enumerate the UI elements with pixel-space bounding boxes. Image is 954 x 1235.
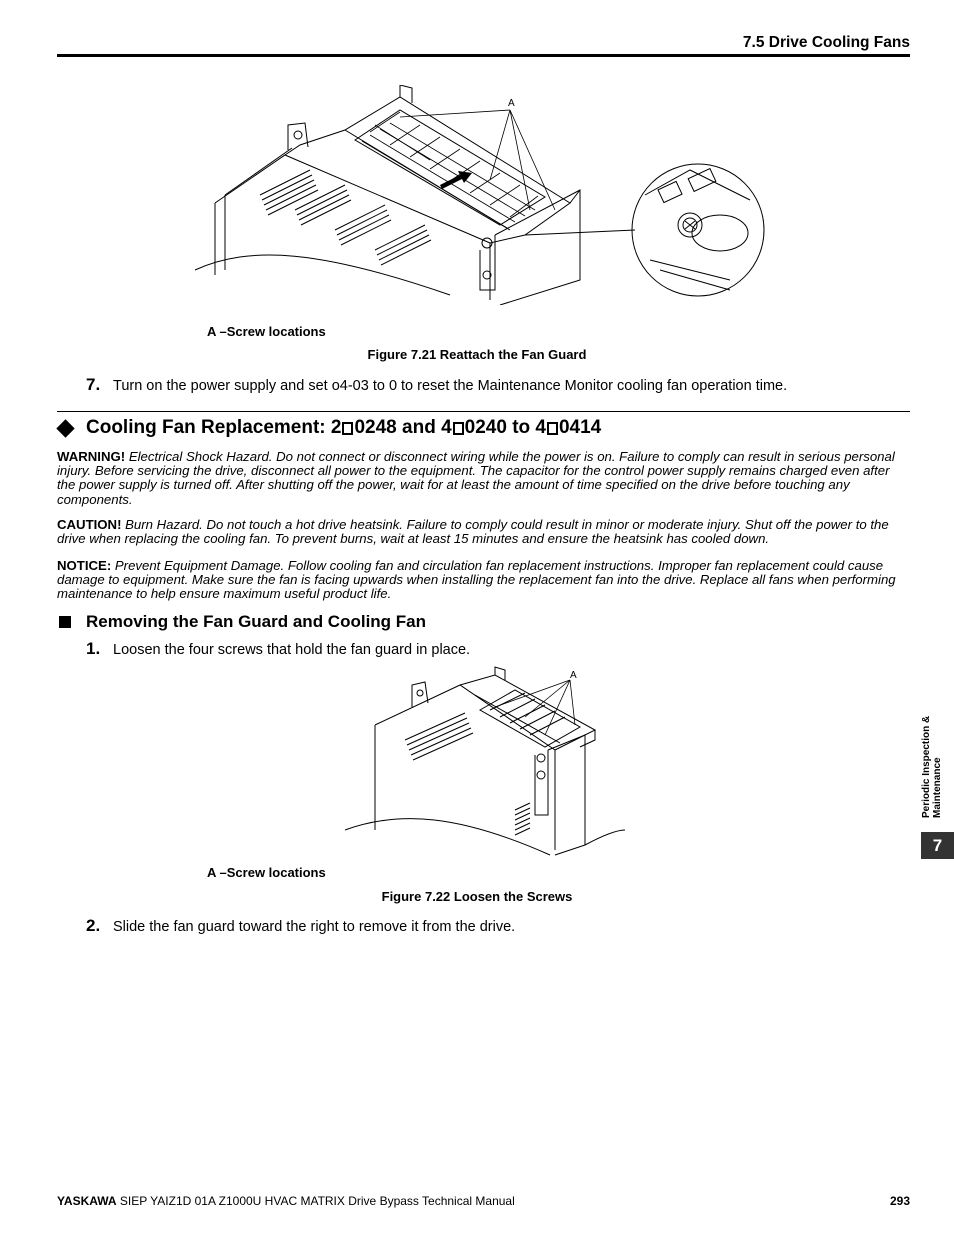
figure-7-21-illustration (190, 85, 770, 305)
box-glyph-icon (342, 422, 353, 435)
section-heading-part-3: 0240 to 4 (464, 417, 546, 438)
warning-text: Electrical Shock Hazard. Do not connect or disconnect wiring while the power is on. Failure to comply can result in serious personal injury. Before servicing the drive, disconnect all power to the equipment. The capacitor for the control power supply remains charged even after the power supply is turned off. After shutting off the power, wait for at least the amount of time specified on the drive before touching any components. (57, 449, 895, 507)
box-glyph-icon (453, 422, 464, 435)
section-heading-part-4: 0414 (558, 417, 602, 438)
section-rule (57, 411, 910, 412)
step-2-number: 2. (86, 916, 101, 935)
subsection-title: Removing the Fan Guard and Cooling Fan (86, 612, 427, 631)
step-2-text: Slide the fan guard toward the right to remove it from the drive. (113, 919, 516, 935)
figure-7-21-callout: A (508, 98, 515, 109)
footer (57, 1194, 515, 1208)
caution-label: CAUTION! (57, 517, 122, 532)
step-7-number: 7. (86, 375, 101, 394)
figure-7-22-callout: A (570, 670, 577, 681)
page-number: 293 (889, 1194, 910, 1208)
box-glyph-icon (547, 422, 558, 435)
caution-paragraph (57, 518, 910, 546)
section-header-title: 7.5 Drive Cooling Fans (742, 34, 910, 51)
step-1-number: 1. (86, 639, 101, 658)
warning-paragraph (57, 450, 910, 507)
notice-paragraph (57, 559, 910, 602)
notice-label: NOTICE: (57, 558, 112, 573)
footer-manual-title: SIEP YAIZ1D 01A Z1000U HVAC MATRIX Drive Bypass Technical Manual (119, 1194, 515, 1208)
figure-7-21-caption: Figure 7.21 Reattach the Fan Guard (367, 347, 587, 362)
notice-text: Prevent Equipment Damage. Follow cooling fan and circulation fan replacement instructions. Improper fan replacement could cause damage to equipment. Make sure the fan is facing upwards when installing the replacement fan into the drive. Replace all fans when performing maintenance to help ensure maximum useful product life. (57, 558, 896, 602)
chapter-tab: 7 (921, 832, 954, 859)
section-heading (57, 417, 601, 439)
side-tab-label-line-1: Periodic Inspection & (921, 715, 932, 818)
header-rule (57, 54, 910, 57)
figure-7-22-illustration (340, 665, 630, 860)
side-tab-label-line-2: Maintenance (932, 757, 943, 818)
caution-text: Burn Hazard. Do not touch a hot drive heatsink. Failure to comply could result in minor or moderate injury. Shut off the power to the drive when replacing the cooling fan. To prevent burns, wait at least 15 minutes and ensure the heatsink has cooled down. (57, 517, 889, 547)
footer-brand: YASKAWA (57, 1194, 117, 1208)
figure-7-21-legend: A –Screw locations (207, 324, 326, 339)
subsection-heading (57, 612, 426, 632)
section-heading-part-1: Cooling Fan Replacement: 2 (86, 417, 342, 438)
step-1-text: Loosen the four screws that hold the fan guard in place. (113, 642, 471, 658)
step-7-text: Turn on the power supply and set o4-03 to 0 to reset the Maintenance Monitor cooling fan operation time. (113, 378, 788, 394)
square-bullet-icon (59, 616, 71, 628)
figure-7-22-caption: Figure 7.22 Loosen the Screws (381, 889, 573, 904)
side-tab-label (921, 715, 954, 818)
warning-label: WARNING! (57, 449, 126, 464)
figure-7-22-legend: A –Screw locations (207, 865, 326, 880)
section-heading-part-2: 0248 and 4 (354, 417, 452, 438)
diamond-bullet-icon (56, 419, 74, 437)
